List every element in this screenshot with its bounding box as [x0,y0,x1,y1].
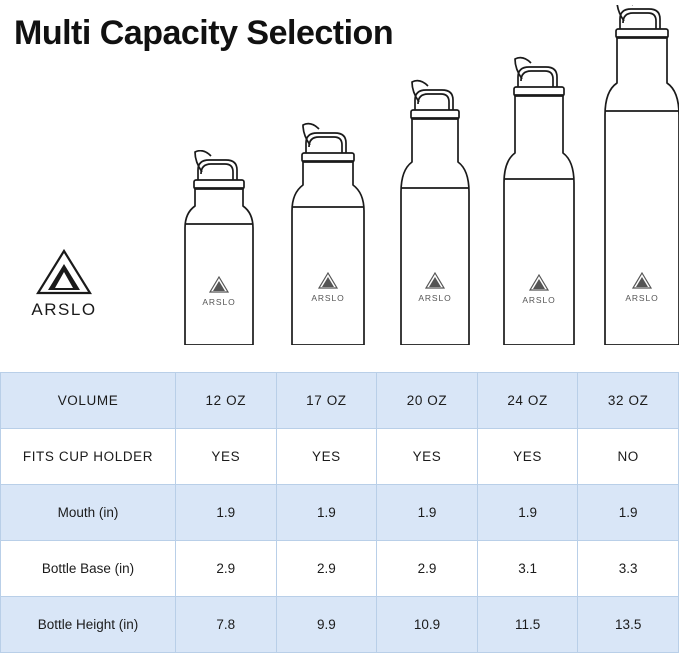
cell-volume-4: 24 OZ [477,373,578,429]
bottle-12oz [165,150,273,350]
row-label-mouth: Mouth (in) [1,485,176,541]
cell-fits-5: NO [578,429,679,485]
cell-volume-5: 32 OZ [578,373,679,429]
cell-base-5: 3.3 [578,541,679,597]
triangle-logo-icon [26,245,102,323]
svg-text:ARSLO: ARSLO [31,300,97,319]
cell-mouth-5: 1.9 [578,485,679,541]
svg-text:ARSLO: ARSLO [311,293,345,303]
svg-text:ARSLO: ARSLO [202,297,236,307]
row-label-bottle-height: Bottle Height (in) [1,597,176,653]
bottle-brand-mark [202,277,235,307]
row-label-fits-cup-holder: FITS CUP HOLDER [1,429,176,485]
svg-text:ARSLO: ARSLO [418,293,452,303]
bottle-brand-mark [418,273,451,303]
table-row [1,485,679,541]
cell-height-1: 7.8 [176,597,277,653]
cell-fits-2: YES [276,429,377,485]
bottle-24oz-drawing [484,53,594,345]
bottle-17oz [272,103,384,350]
cell-mouth-4: 1.9 [477,485,578,541]
cell-volume-3: 20 OZ [377,373,478,429]
cell-mouth-1: 1.9 [176,485,277,541]
table-row [1,429,679,485]
spec-table [0,372,679,653]
cell-volume-1: 12 OZ [176,373,277,429]
bottle-brand-mark [311,273,344,303]
bottle-20oz-drawing [380,70,490,345]
cell-mouth-3: 1.9 [377,485,478,541]
cell-height-5: 13.5 [578,597,679,653]
cell-volume-2: 17 OZ [276,373,377,429]
row-label-volume: VOLUME [1,373,176,429]
bottle-17oz-drawing [272,103,384,345]
cell-base-1: 2.9 [176,541,277,597]
bottle-brand-mark [625,273,658,303]
cell-mouth-2: 1.9 [276,485,377,541]
bottle-24oz [484,53,594,350]
cell-base-2: 2.9 [276,541,377,597]
svg-text:ARSLO: ARSLO [522,295,556,305]
bottle-12oz-drawing [165,150,273,345]
cell-fits-3: YES [377,429,478,485]
bottle-20oz [380,70,490,350]
bottle-32oz-drawing [586,5,679,345]
bottle-32oz [586,5,679,350]
brand-logo [26,245,102,323]
table-row [1,597,679,653]
bottle-brand-mark [522,275,555,305]
cell-base-3: 2.9 [377,541,478,597]
cell-fits-1: YES [176,429,277,485]
svg-text:ARSLO: ARSLO [625,293,659,303]
table-row [1,373,679,429]
row-label-bottle-base: Bottle Base (in) [1,541,176,597]
table-row [1,541,679,597]
cell-height-2: 9.9 [276,597,377,653]
page-title: Multi Capacity Selection [14,14,394,52]
cell-fits-4: YES [477,429,578,485]
cell-height-3: 10.9 [377,597,478,653]
cell-height-4: 11.5 [477,597,578,653]
cell-base-4: 3.1 [477,541,578,597]
